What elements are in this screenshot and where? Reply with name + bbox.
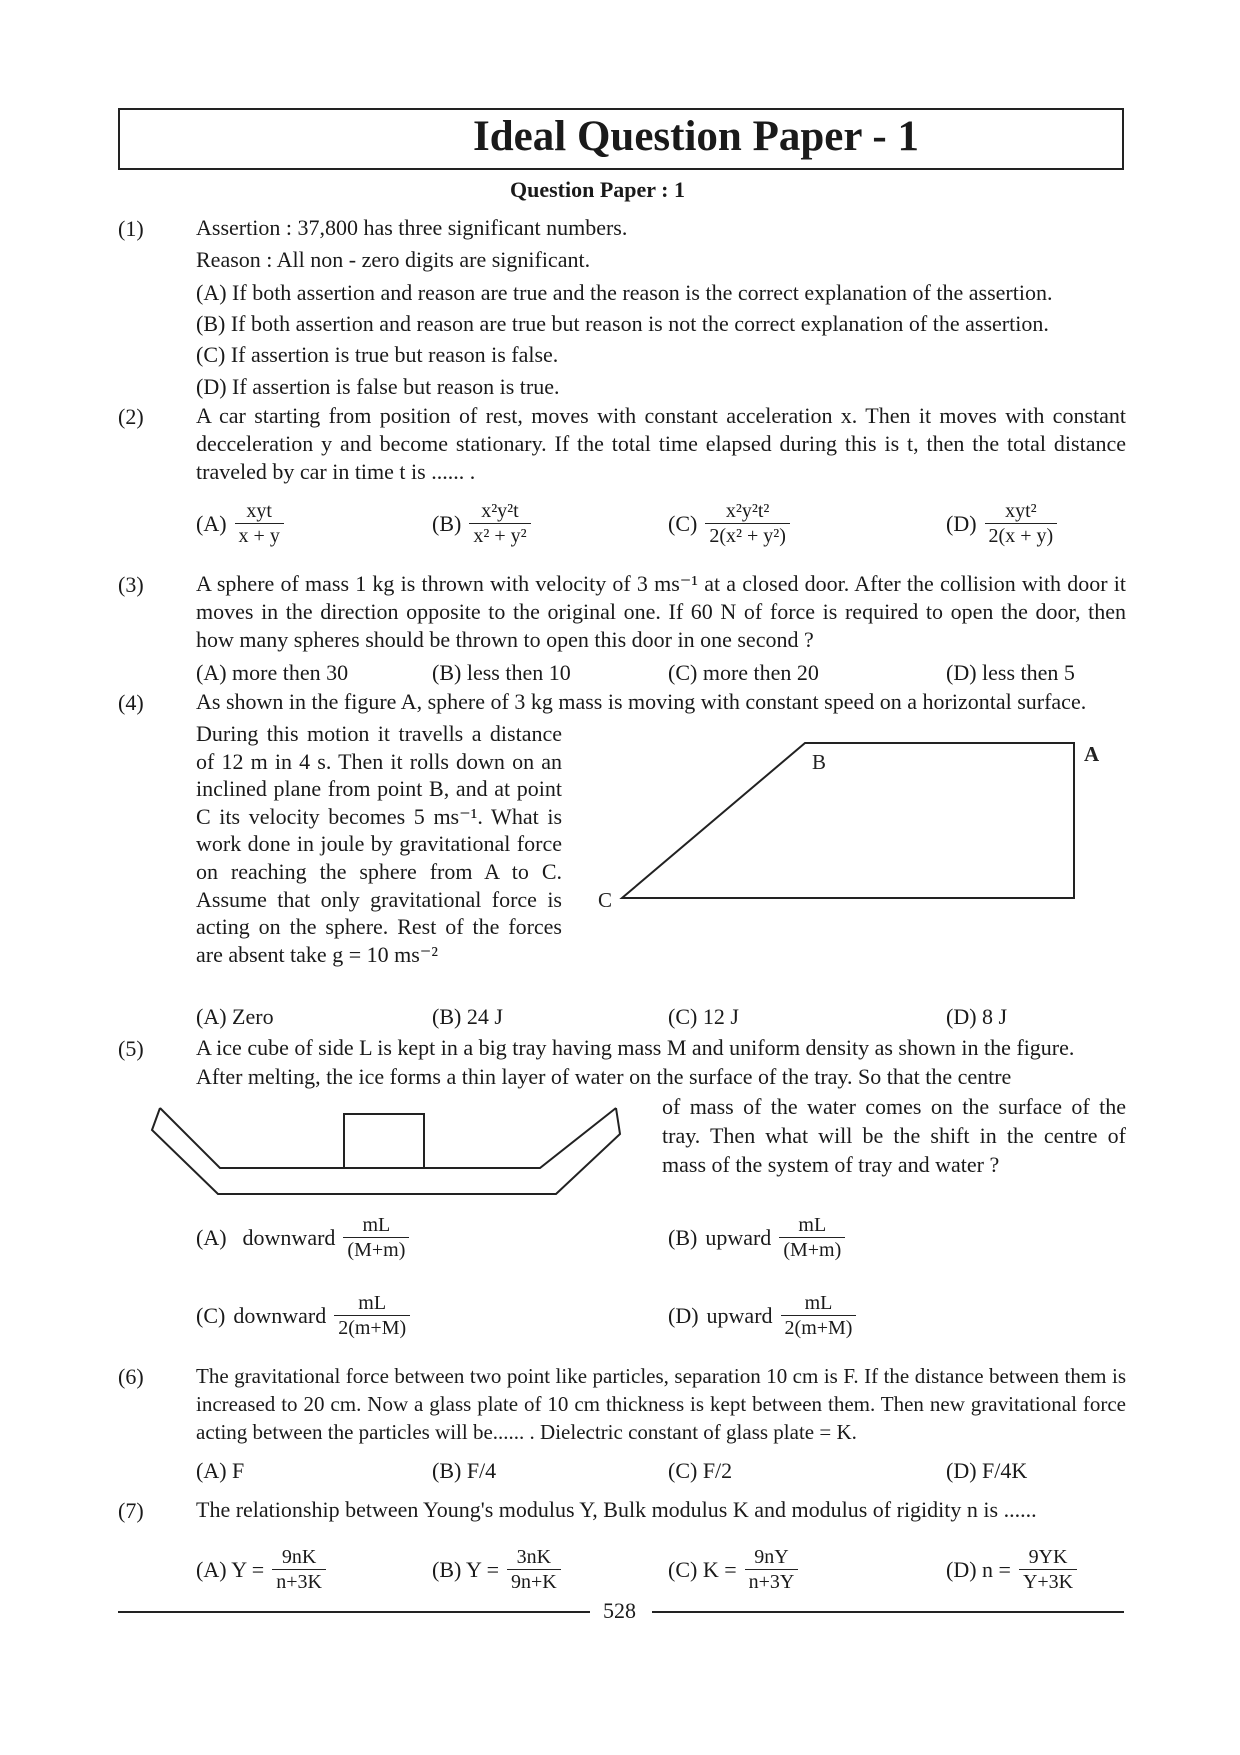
option-a: [196, 500, 284, 547]
assertion-text: Assertion : 37,800 has three significant numbers.: [196, 215, 628, 240]
reason-text: Reason : All non - zero digits are significant.: [196, 247, 591, 272]
option-word: upward: [705, 1224, 772, 1250]
question-number: (2): [118, 404, 144, 429]
fraction: $\frac{3nK}{9n+K}$: [507, 1546, 561, 1593]
plane-outline: [622, 743, 1074, 898]
inclined-plane-figure: [590, 735, 1110, 910]
option-label: (C): [196, 1302, 226, 1328]
fraction: $\frac{\text{xyt²}}{2(x + y)}$: [985, 500, 1058, 547]
option-label: (B): [432, 510, 462, 536]
footer-rule-left: [118, 1611, 590, 1613]
option-a: (A) F: [196, 1458, 245, 1483]
option-a: (A) Zero: [196, 1004, 274, 1029]
option-label: (B): [668, 1224, 698, 1250]
option-d: (D) F/4K: [946, 1458, 1028, 1483]
page-title: Ideal Question Paper - 1: [473, 113, 919, 160]
option-d: [946, 1546, 1077, 1593]
option-a: (A) more then 30: [196, 660, 349, 685]
question-text: The gravitational force between two point like particles, separation 10 cm is F. If the distance between them is increased to 20 cm. Now a glass plate of 10 cm thickness is kept between them. Then new gravitational force acting between the particles will be...... . Dielectric constant of glass plate = K.: [196, 1364, 1126, 1444]
option-b: [432, 1546, 561, 1593]
option-word: downward: [233, 1302, 327, 1328]
fraction: $\frac{9YK}{Y+3K}$: [1019, 1546, 1077, 1593]
question-text: The relationship between Young's modulus Y, Bulk modulus K and modulus of rigidity n is ......: [196, 1497, 1037, 1522]
option-word: upward: [706, 1302, 773, 1328]
option-b: (B) 24 J: [432, 1004, 503, 1029]
question-text: A car starting from position of rest, moves with constant acceleration x. Then it moves with constant decceleration y and become stationary. If the total time elapsed during this is t, then the total distance traveled by car in time t is ...... .: [196, 403, 1126, 484]
option-c: [668, 500, 790, 547]
option-label: (A) Y =: [196, 1556, 265, 1582]
option-a: (A) If both assertion and reason are true and the reason is the correct explanation of the assertion.: [196, 280, 1053, 305]
option-b: (B) F/4: [432, 1458, 497, 1483]
fraction: $\frac{mL}{2(m+M)}$: [334, 1292, 410, 1339]
option-c: [668, 1546, 798, 1593]
question-number: (6): [118, 1364, 144, 1389]
option-d: [946, 500, 1057, 547]
question-text: A sphere of mass 1 kg is thrown with velocity of 3 ms⁻¹ at a closed door. After the collision with door it moves in the direction opposite to the original one. If 60 N of force is required to open the door, then how many spheres should be thrown to open this door in one second ?: [196, 571, 1126, 652]
fraction: $\frac{9nY}{n+3Y}$: [745, 1546, 799, 1593]
option-label: (A): [196, 510, 227, 536]
option-word: downward: [242, 1224, 336, 1250]
option-c: (C) 12 J: [668, 1004, 739, 1029]
fraction: $\frac{\text{xyt}}{x + y}$: [235, 500, 284, 547]
fraction: $\frac{mL}{2(m+M)}$: [781, 1292, 857, 1339]
question-number: (1): [118, 216, 144, 241]
option-label: (D) n =: [946, 1556, 1011, 1582]
option-b: [668, 1214, 845, 1261]
option-label: (C) K =: [668, 1556, 737, 1582]
option-d: (D) 8 J: [946, 1004, 1008, 1029]
option-c: (C) If assertion is true but reason is false.: [196, 342, 559, 367]
option-d: (D) If assertion is false but reason is true.: [196, 374, 560, 399]
option-label: (D): [668, 1302, 699, 1328]
tray-outer: [152, 1108, 620, 1194]
option-a: [196, 1546, 326, 1593]
question-text: As shown in the figure A, sphere of 3 kg mass is moving with constant speed on a horizontal surface.: [196, 689, 1087, 714]
fraction: $\frac{\text{x²y²t}}{\text{x² + y²}}$: [469, 500, 530, 547]
option-label: (A): [196, 1224, 227, 1250]
option-c: (C) F/2: [668, 1458, 733, 1483]
label-b: B: [812, 750, 827, 774]
option-c: [196, 1292, 410, 1339]
footer-rule-right: [652, 1611, 1124, 1613]
page-number: 528: [603, 1598, 636, 1623]
option-c: (C) more then 20: [668, 660, 819, 685]
option-d: (D) less then 5: [946, 660, 1075, 685]
option-b: (B) If both assertion and reason are true but reason is not the correct explanation of the assertion.: [196, 311, 1049, 336]
option-b: [432, 500, 531, 547]
fraction: $\frac{mL}{(M+m)}$: [343, 1214, 409, 1261]
fraction: $\frac{9nK}{n+3K}$: [272, 1546, 326, 1593]
fraction: $\frac{mL}{(M+m)}$: [779, 1214, 845, 1261]
question-number: (4): [118, 690, 144, 715]
tray-figure: [148, 1100, 628, 1205]
ice-cube: [344, 1114, 424, 1168]
question-text-line2: After melting, the ice forms a thin layer of water on the surface of the tray. So that the centre: [196, 1064, 1012, 1089]
label-c: C: [598, 888, 613, 910]
question-number: (5): [118, 1036, 144, 1061]
option-label: (D): [946, 510, 977, 536]
question-number: (3): [118, 572, 144, 597]
tray-inner: [160, 1108, 616, 1168]
fraction: $\frac{\text{x²y²t²}}{\text{2(x² + y²)}}$: [705, 500, 790, 547]
option-b: (B) less then 10: [432, 660, 571, 685]
option-d: [668, 1292, 856, 1339]
option-a: [196, 1214, 409, 1261]
option-label: (C): [668, 510, 698, 536]
option-label: (B) Y =: [432, 1556, 499, 1582]
question-text-side: of mass of the water comes on the surface of the tray. Then what will be the shift in the centre of mass of the system of tray and water ?: [662, 1094, 1126, 1177]
question-text: A ice cube of side L is kept in a big tray having mass M and uniform density as shown in the figure.: [196, 1035, 1075, 1060]
title-box: [118, 108, 1124, 170]
question-text-side: During this motion it travells a distance of 12 m in 4 s. Then it rolls down on an inclined plane from point B, and at point C its velocity becomes 5 ms⁻¹. What is work done in joule by gravitational force on reaching the sphere from A to C. Assume that only gravitational force is acting on the sphere. Rest of the forces are absent take g = 10 ms⁻²: [196, 721, 562, 967]
question-number: (7): [118, 1498, 144, 1523]
label-a: A: [1084, 742, 1100, 766]
paper-subtitle: Question Paper : 1: [510, 177, 685, 202]
